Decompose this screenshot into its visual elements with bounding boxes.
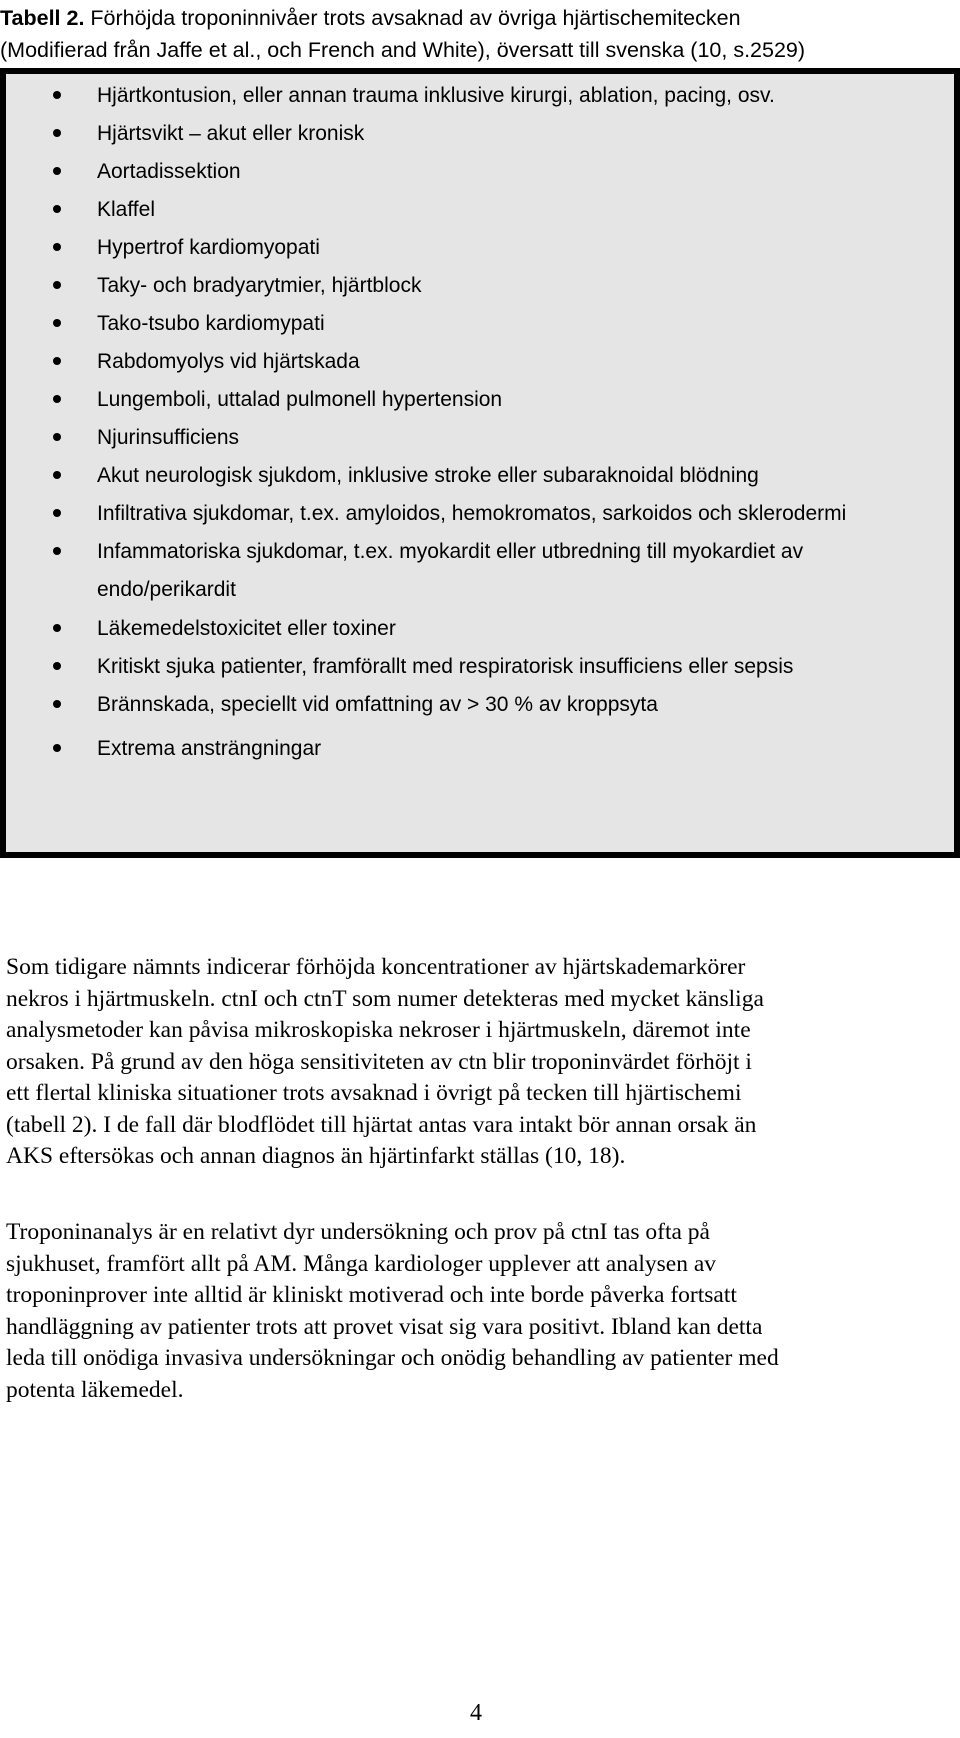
- table-box: Hjärtkontusion, eller annan trauma inklusive kirurgi, ablation, pacing, osv. Hjärtsvikt – akut eller kronisk Aortadissektion Klaffel Hypertrof kardiomyopati Taky- och bradyarytmier, hjärtblock Tako-tsubo kardiomypati Rabdomyolys vid hjärtskada Lungemboli, uttalad pulmonell hypertension Njurinsufficiens Akut neurologisk sjukdom, inklusive stroke eller subaraknoidal blödning Infiltrativa sjukdomar, t.ex. amyloidos, hemokromatos, sarkoidos och sklerodermi Infammatoriska sjukdomar, t.ex. myokardit eller utbredning till myokardiet av endo/perikardit Läkemedelstoxicitet eller toxiner Kritiskt sjuka patienter, framförallt med respiratorisk insufficiens eller sepsis Brännskada, speciellt vid omfattning av > 30 % av kroppsyta Extrema ansträngningar: [0, 68, 960, 858]
- text-line: leda till onödiga invasiva undersökningar och onödig behandling av patienter med: [6, 1345, 779, 1371]
- text-line: ett flertal kliniska situationer trots avsaknad i övrigt på tecken till hjärtischemi: [6, 1080, 742, 1106]
- text-line: Troponinanalys är en relativt dyr undersökning och prov på ctnI tas ofta på: [6, 1219, 710, 1245]
- table-caption: [0, 2, 955, 66]
- text-line: troponinprover inte alltid är kliniskt motiverad och inte borde påverka fortsatt: [6, 1282, 737, 1308]
- bullet-icon: [53, 471, 61, 479]
- text-line: sjukhuset, framfört allt på AM. Många kardiologer upplever att analysen av: [6, 1250, 717, 1277]
- paragraph-1: [6, 952, 951, 1173]
- paragraph-2: [6, 1217, 951, 1406]
- bullet-icon: [53, 744, 61, 752]
- bullet-icon: [53, 167, 61, 175]
- bullet-icon: [53, 91, 61, 99]
- bullet-icon: [53, 433, 61, 441]
- bullet-icon: [53, 357, 61, 365]
- bullet-icon: [53, 129, 61, 137]
- text-line: potenta läkemedel.: [6, 1376, 184, 1403]
- bullet-icon: [53, 395, 61, 403]
- bullet-icon: [53, 205, 61, 213]
- text-line: nekros i hjärtmuskeln. ctnI och ctnT som numer detekteras med mycket känsliga: [6, 985, 764, 1012]
- text-line: AKS eftersökas och annan diagnos än hjärtinfarkt ställas (10, 18).: [6, 1143, 626, 1169]
- table-title: Förhöjda troponinnivåer trots avsaknad av övriga hjärtischemitecken: [84, 6, 741, 30]
- text-line: analysmetoder kan påvisa mikroskopiska nekroser i hjärtmuskeln, däremot inte: [6, 1017, 751, 1043]
- bullet-icon: [53, 547, 61, 555]
- page-number: 4: [470, 1700, 482, 1726]
- text-line: orsaken. På grund av den höga sensitiviteten av ctn blir troponinvärdet förhöjt i: [6, 1048, 752, 1075]
- table-caption-line-1: [0, 2, 955, 34]
- bullet-icon: [53, 319, 61, 327]
- bullet-icon: [53, 243, 61, 251]
- table-label: Tabell 2.: [0, 6, 85, 30]
- text-line: Som tidigare nämnts indicerar förhöjda koncentrationer av hjärtskademarkörer: [6, 954, 746, 980]
- bullet-icon: [53, 624, 61, 632]
- bullet-icon: [53, 662, 61, 670]
- bullet-icon: [53, 700, 61, 708]
- bullet-icon: [53, 281, 61, 289]
- bullet-icon: [53, 509, 61, 517]
- text-line: (tabell 2). I de fall där blodflödet till hjärtat antas vara intakt bör annan orsak än: [6, 1111, 757, 1138]
- table-caption-line-2: (Modifierad från Jaffe et al., och French and White), översatt till svenska (10, s.2529): [0, 38, 806, 62]
- text-line: handläggning av patienter trots att provet visat sig vara positivt. Ibland kan detta: [6, 1313, 763, 1340]
